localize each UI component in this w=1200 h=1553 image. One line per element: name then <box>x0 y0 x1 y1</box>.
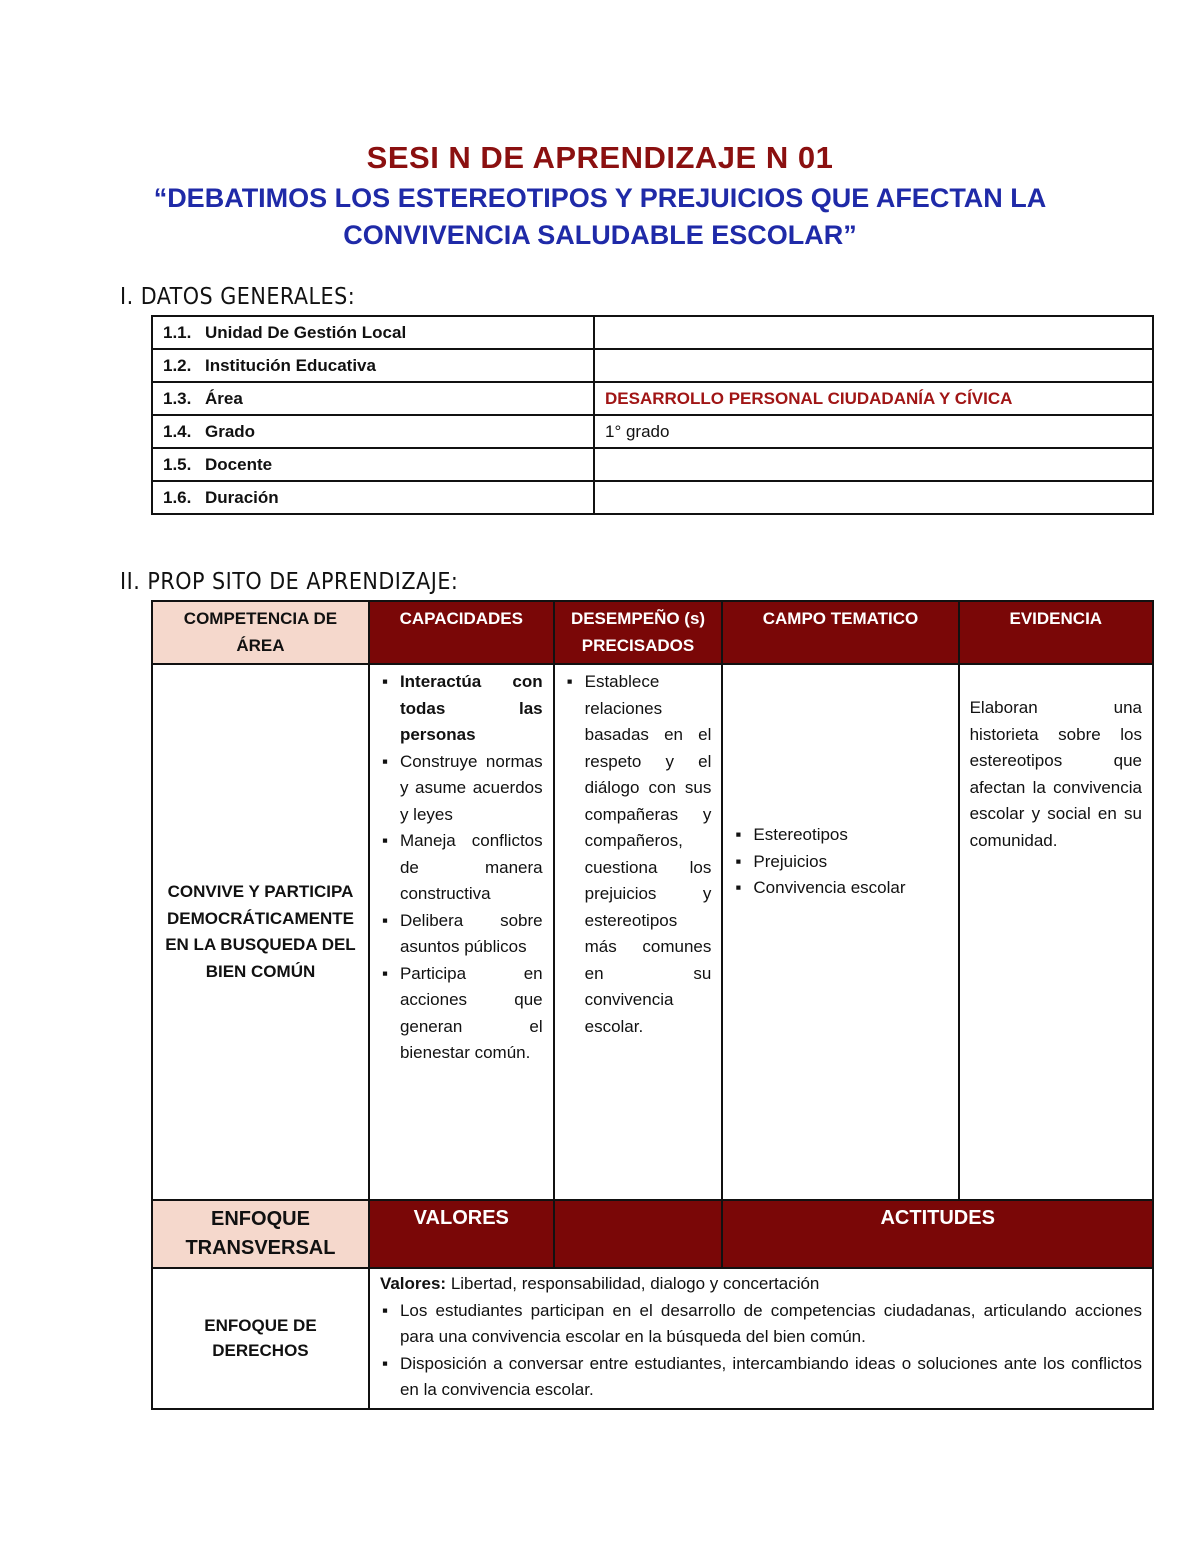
campo-cell <box>722 664 958 1200</box>
valores-text: Libertad, responsabilidad, dialogo y concertación <box>446 1274 820 1293</box>
enfoque-derechos-content <box>369 1268 1153 1409</box>
field-number: 1.5. <box>163 454 192 474</box>
competencia-cell: CONVIVE Y PARTICIPA DEMOCRÁTICAMENTE EN LA BUSQUEDA DEL BIEN COMÚN <box>152 664 369 1200</box>
section-proposito: II. PROP SITO DE APRENDIZAJE: <box>120 569 459 595</box>
list-item: ▪ Convivencia escolar <box>733 875 947 902</box>
list-item: ▪ Los estudiantes participan en el desarrollo de competencias ciudadanas, articulando acciones para una convivencia escolar en la búsqueda del bien común. <box>380 1298 1142 1351</box>
table-row <box>152 415 1153 448</box>
table-row <box>152 664 1153 1200</box>
session-subtitle <box>0 180 1200 254</box>
table-row <box>152 349 1153 382</box>
field-label-text: Institución Educativa <box>205 355 376 375</box>
list-item: ▪ Establece relaciones basadas en el respeto y el diálogo con sus compañeras y compañeros, cuestiona los prejuicios y estereotipos más comunes en su convivencia escolar. <box>565 669 712 1040</box>
list-item: ▪ Maneja conflictos de manera constructiva <box>380 828 543 908</box>
campo-list <box>733 822 947 902</box>
field-value: DESARROLLO PERSONAL CIUDADANÍA Y CÍVICA <box>594 382 1153 415</box>
field-label <box>152 316 594 349</box>
field-number: 1.4. <box>163 421 192 441</box>
enfoque-derechos-label: ENFOQUE DE DERECHOS <box>152 1268 369 1409</box>
list-item: ▪ Delibera sobre asuntos públicos <box>380 908 543 961</box>
field-label-text: Área <box>205 388 243 408</box>
header-desempeno: DESEMPEÑO (s) PRECISADOS <box>554 601 723 664</box>
list-item: ▪ Estereotipos <box>733 822 947 849</box>
table-header-row <box>152 601 1153 664</box>
field-value <box>594 316 1153 349</box>
field-value: 1° grado <box>594 415 1153 448</box>
evidencia-text: Elaboran una historieta sobre los estereotipos que afectan la convivencia escolar y social en su comunidad. <box>969 698 1142 850</box>
list-item: ▪ Participa en acciones que generan el bienestar común. <box>380 961 543 1067</box>
field-number: 1.1. <box>163 322 192 342</box>
field-value <box>594 481 1153 514</box>
valores-line <box>380 1271 1142 1298</box>
field-label <box>152 415 594 448</box>
header-actitudes: ACTITUDES <box>722 1200 1153 1268</box>
desempeno-cell <box>554 664 723 1200</box>
session-title: SESI N DE APRENDIZAJE N 01 <box>366 140 834 175</box>
header-competencia: COMPETENCIA DE ÁREA <box>152 601 369 664</box>
enfoque-header-row <box>152 1200 1153 1268</box>
datos-generales-table <box>151 315 1154 515</box>
field-label-text: Docente <box>205 454 273 474</box>
capacidades-cell <box>369 664 554 1200</box>
table-row <box>152 382 1153 415</box>
desempeno-list <box>565 669 712 1040</box>
header-enfoque: ENFOQUE TRANSVERSAL <box>152 1200 369 1268</box>
field-label-text: Duración <box>205 487 279 507</box>
capacidades-list <box>380 669 543 1067</box>
evidencia-cell <box>959 664 1153 1200</box>
proposito-table <box>151 600 1154 1410</box>
field-value <box>594 349 1153 382</box>
field-value <box>594 448 1153 481</box>
field-label <box>152 349 594 382</box>
field-number: 1.6. <box>163 487 192 507</box>
table-row <box>152 316 1153 349</box>
field-label <box>152 448 594 481</box>
list-item: ▪ Construye normas y asume acuerdos y leyes <box>380 749 543 829</box>
field-label <box>152 481 594 514</box>
header-campo: CAMPO TEMATICO <box>722 601 958 664</box>
section-datos-generales: I. DATOS GENERALES: <box>120 284 356 310</box>
field-label <box>152 382 594 415</box>
field-label-text: Grado <box>205 421 256 441</box>
table-row <box>152 1268 1153 1409</box>
header-capacidades: CAPACIDADES <box>369 601 554 664</box>
subtitle-line-1: “DEBATIMOS LOS ESTEREOTIPOS Y PREJUICIOS QUE AFECTAN LA <box>153 183 1047 213</box>
subtitle-line-2: CONVIVENCIA SALUDABLE ESCOLAR” <box>343 220 857 250</box>
header-empty <box>554 1200 723 1268</box>
valores-label: Valores: <box>379 1274 447 1293</box>
list-item: ▪ Prejuicios <box>733 849 947 876</box>
field-number: 1.3. <box>163 388 192 408</box>
list-item: ▪ Disposición a conversar entre estudiantes, intercambiando ideas o soluciones ante los conflictos en la convivencia escolar. <box>380 1351 1142 1404</box>
field-label-text: Unidad De Gestión Local <box>205 322 407 342</box>
actitudes-list <box>380 1298 1142 1404</box>
field-number: 1.2. <box>163 355 192 375</box>
list-item: ▪ Interactúa con todas las personas <box>380 669 543 749</box>
table-row <box>152 448 1153 481</box>
table-row <box>152 481 1153 514</box>
header-valores: VALORES <box>369 1200 554 1268</box>
header-evidencia: EVIDENCIA <box>959 601 1153 664</box>
